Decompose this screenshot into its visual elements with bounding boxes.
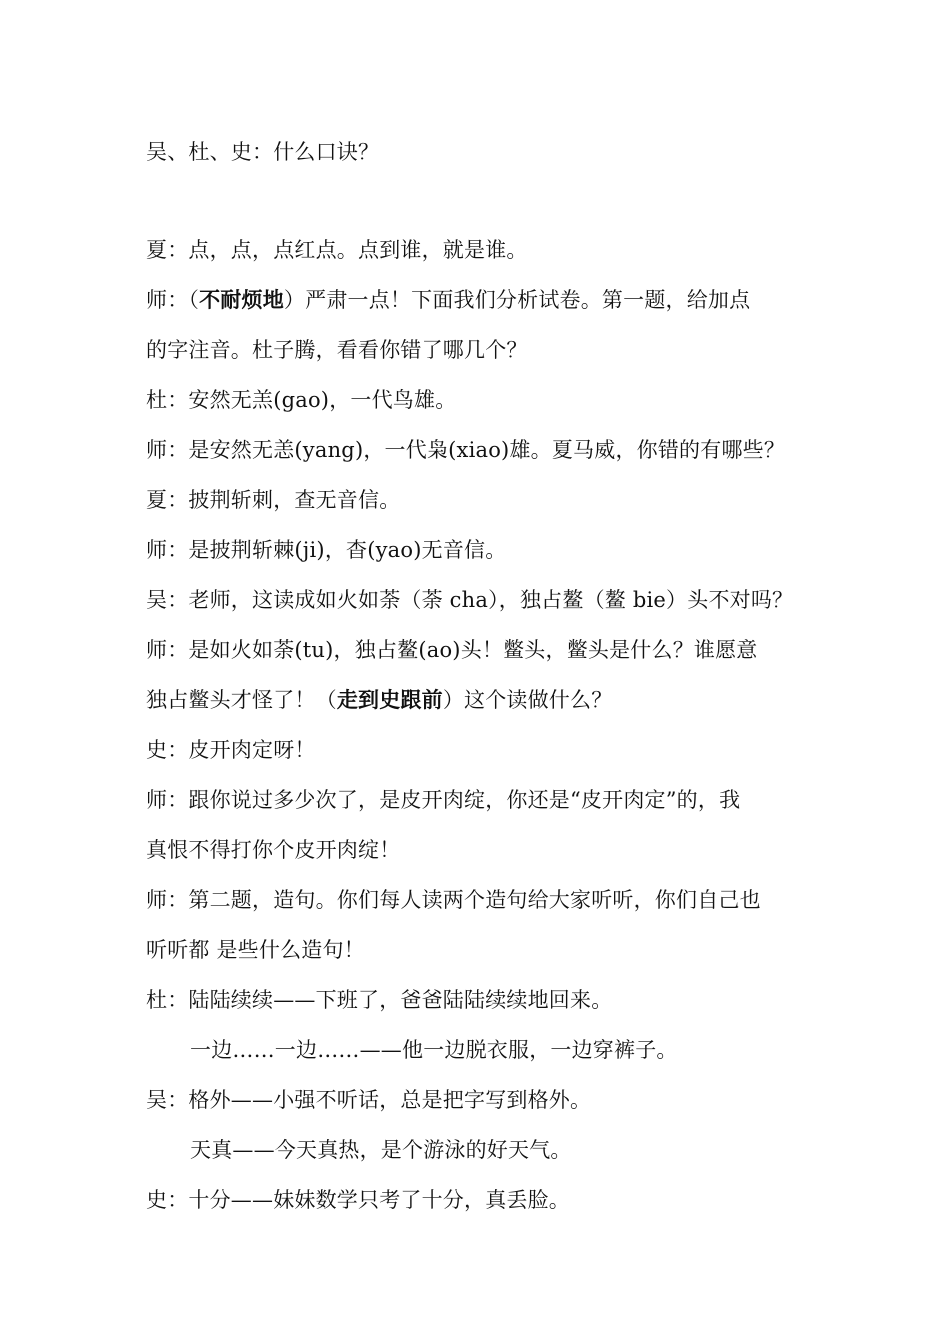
dialogue-line: 听听都 是些什么造句！ — [146, 938, 365, 962]
line-text: ）严肃一点！下面我们分析试卷。第一题，给加点 — [283, 288, 751, 312]
dialogue-line — [146, 286, 750, 314]
dialogue-line: 师：第二题，造句。你们每人读两个造句给大家听听，你们自己也 — [146, 888, 761, 912]
dialogue-line: 师：是安然无恙(yang)，一代枭(xiao)雄。夏马威，你错的有哪些？ — [146, 438, 786, 462]
stage-direction: 走到史跟前 — [336, 688, 443, 712]
dialogue-line: 师：是如火如荼(tu)，独占鳌(ao)头！鳖头，鳖头是什么？谁愿意 — [146, 638, 758, 662]
line-text: 师：（ — [146, 288, 200, 312]
dialogue-line — [146, 686, 612, 714]
dialogue-line: 师：是披荆斩棘(ji)，杳(yao)无音信。 — [146, 538, 507, 562]
dialogue-line: 吴、杜、史：什么口诀？ — [146, 140, 380, 164]
dialogue-line: 史：十分——妹妹数学只考了十分，真丢脸。 — [146, 1188, 570, 1212]
stage-direction: 不耐烦地 — [199, 288, 284, 312]
dialogue-line: 的字注音。杜子腾，看看你错了哪几个？ — [146, 338, 528, 362]
dialogue-line: 史：皮开肉定呀！ — [146, 738, 316, 762]
dialogue-line: 夏：披荆斩刺，查无音信。 — [146, 488, 401, 512]
dialogue-line: 真恨不得打你个皮开肉绽！ — [146, 838, 401, 862]
line-text: ）这个读做什么？ — [442, 688, 613, 712]
dialogue-line: 夏：点，点，点红点。点到谁，就是谁。 — [146, 238, 528, 262]
dialogue-line: 杜：安然无羔(gao)，一代鸟雄。 — [146, 388, 457, 412]
dialogue-line: 吴：老师，这读成如火如荼（荼 cha），独占鳌（鳌 bie）头不对吗？ — [146, 588, 794, 612]
dialogue-line: 师：跟你说过多少次了，是皮开肉绽，你还是“皮开肉定”的，我 — [146, 788, 741, 812]
dialogue-line: 一边……一边……——他一边脱衣服，一边穿裤子。 — [190, 1038, 678, 1062]
line-text: 独占鳖头才怪了！（ — [146, 688, 337, 712]
dialogue-line: 天真——今天真热，是个游泳的好天气。 — [190, 1138, 572, 1162]
dialogue-line: 杜：陆陆续续——下班了，爸爸陆陆续续地回来。 — [146, 988, 613, 1012]
dialogue-line: 吴：格外——小强不听话，总是把字写到格外。 — [146, 1088, 592, 1112]
